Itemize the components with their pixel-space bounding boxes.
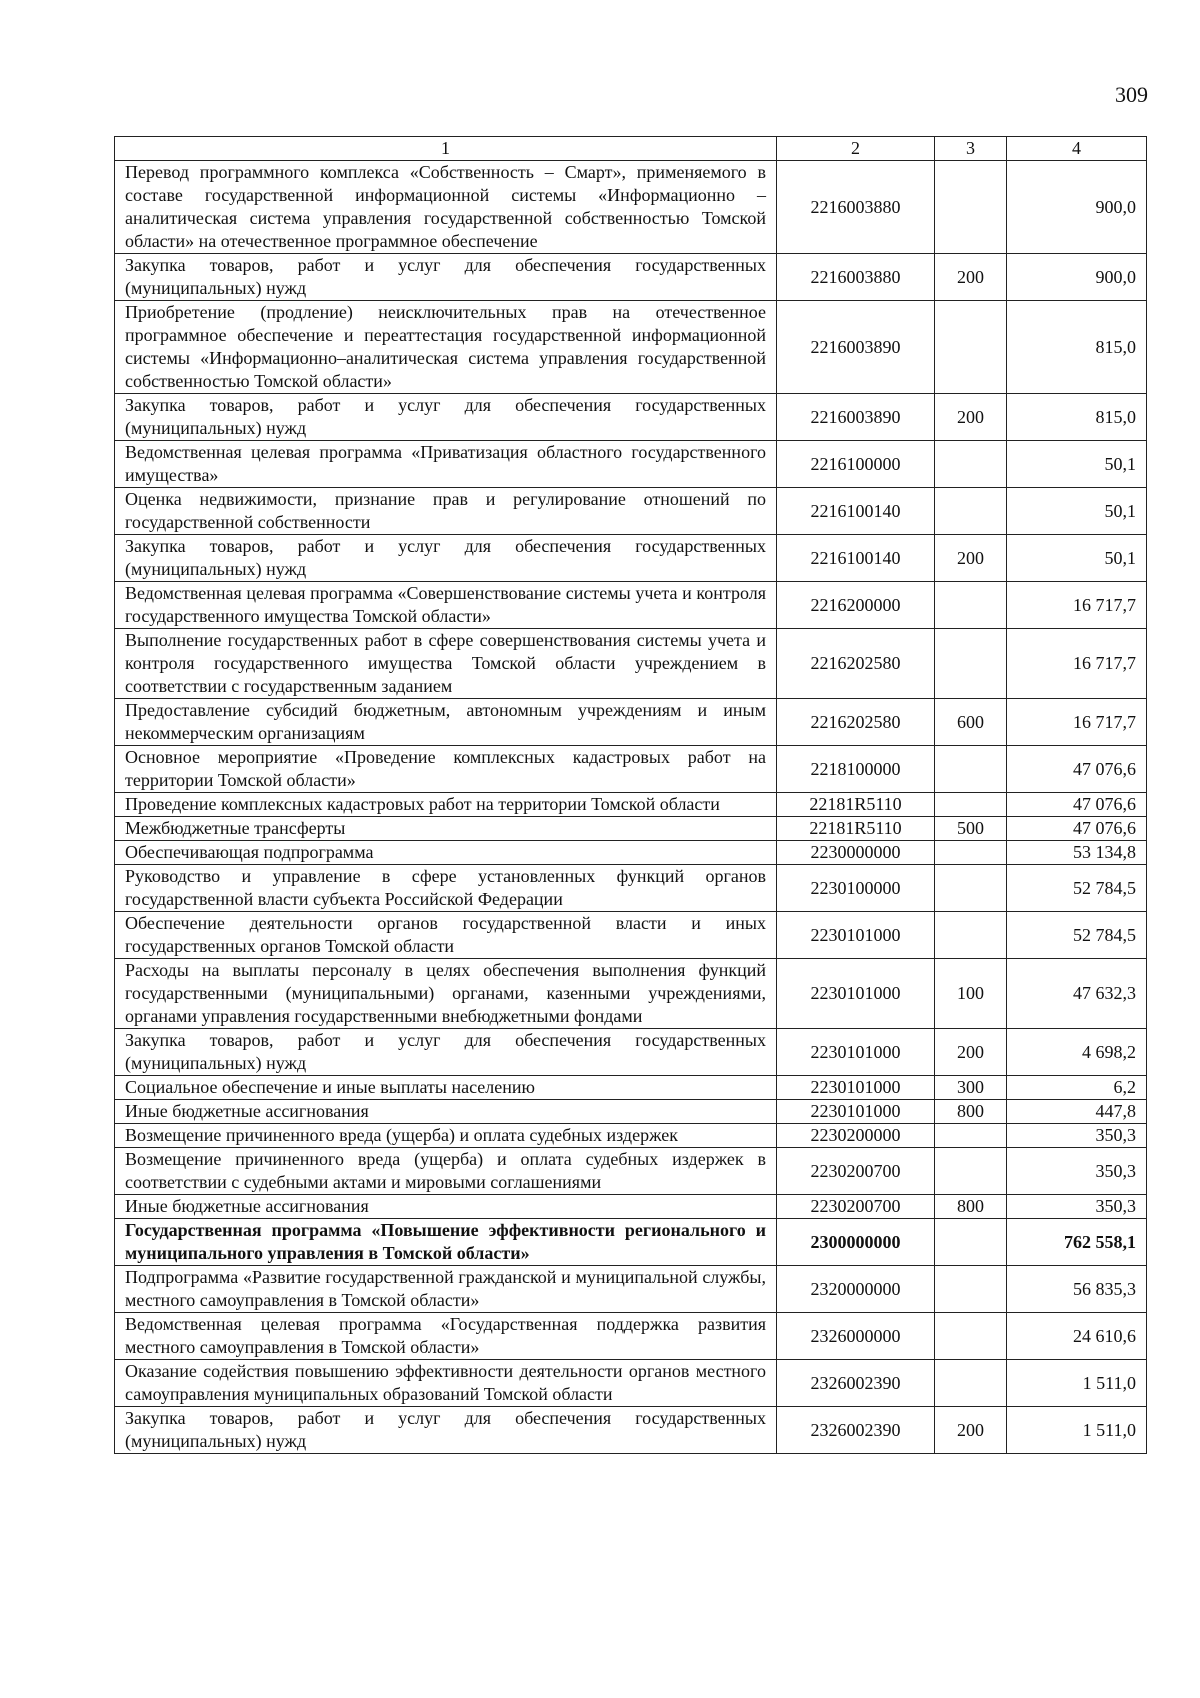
row-sum-cell: 447,8 — [1007, 1100, 1147, 1124]
row-expense-type-cell — [935, 1360, 1007, 1407]
row-sum-cell: 350,3 — [1007, 1124, 1147, 1148]
row-expense-type-cell — [935, 1313, 1007, 1360]
row-name-cell: Социальное обеспечение и иные выплаты населению — [115, 1076, 777, 1100]
row-code-cell: 2230000000 — [777, 841, 935, 865]
row-name-cell: Основное мероприятие «Проведение комплексных кадастровых работ на территории Томской области» — [115, 746, 777, 793]
row-name-cell: Руководство и управление в сфере установленных функций органов государственной власти субъекта Российской Федерации — [115, 865, 777, 912]
row-code-cell: 2320000000 — [777, 1266, 935, 1313]
row-sum-cell: 16 717,7 — [1007, 699, 1147, 746]
row-name-cell: Оценка недвижимости, признание прав и регулирование отношений по государственной собственности — [115, 488, 777, 535]
row-expense-type-cell — [935, 629, 1007, 699]
table-row — [115, 1407, 1147, 1454]
row-code-cell: 2230200700 — [777, 1195, 935, 1219]
table-row — [115, 1100, 1147, 1124]
row-sum-cell: 56 835,3 — [1007, 1266, 1147, 1313]
row-sum-cell: 16 717,7 — [1007, 629, 1147, 699]
table-row — [115, 1313, 1147, 1360]
row-expense-type-cell: 300 — [935, 1076, 1007, 1100]
row-name-cell: Ведомственная целевая программа «Совершенствование системы учета и контроля государственного имущества Томской области» — [115, 582, 777, 629]
row-sum-cell: 350,3 — [1007, 1148, 1147, 1195]
table-row — [115, 1266, 1147, 1313]
table-row — [115, 841, 1147, 865]
row-sum-cell: 16 717,7 — [1007, 582, 1147, 629]
table-row — [115, 254, 1147, 301]
row-sum-cell: 6,2 — [1007, 1076, 1147, 1100]
row-code-cell: 2230100000 — [777, 865, 935, 912]
table-row — [115, 1360, 1147, 1407]
row-code-cell: 2216100140 — [777, 535, 935, 582]
row-sum-cell: 53 134,8 — [1007, 841, 1147, 865]
row-sum-cell: 24 610,6 — [1007, 1313, 1147, 1360]
row-name-cell: Ведомственная целевая программа «Государственная поддержка развития местного самоуправления в Томской области» — [115, 1313, 777, 1360]
row-name-cell: Приобретение (продление) неисключительных прав на отечественное программное обеспечение и переаттестация государственной информационной системы «Информационно–аналитическая система управления государственной собственностью Томской области» — [115, 301, 777, 394]
row-name-cell: Закупка товаров, работ и услуг для обеспечения государственных (муниципальных) нужд — [115, 1407, 777, 1454]
row-code-cell: 22181R5110 — [777, 817, 935, 841]
table-row — [115, 161, 1147, 254]
row-name-cell: Предоставление субсидий бюджетным, автономным учреждениям и иным некоммерческим организациям — [115, 699, 777, 746]
row-code-cell: 2216100140 — [777, 488, 935, 535]
row-code-cell: 2216003880 — [777, 254, 935, 301]
row-sum-cell: 47 076,6 — [1007, 817, 1147, 841]
row-expense-type-cell: 200 — [935, 535, 1007, 582]
row-expense-type-cell — [935, 1124, 1007, 1148]
row-sum-cell: 52 784,5 — [1007, 865, 1147, 912]
row-name-cell: Обеспечивающая подпрограмма — [115, 841, 777, 865]
table-row — [115, 301, 1147, 394]
row-name-cell: Подпрограмма «Развитие государственной гражданской и муниципальной службы, местного самоуправления в Томской области» — [115, 1266, 777, 1313]
row-sum-cell: 815,0 — [1007, 301, 1147, 394]
row-sum-cell: 50,1 — [1007, 441, 1147, 488]
row-expense-type-cell: 200 — [935, 254, 1007, 301]
row-name-cell: Закупка товаров, работ и услуг для обеспечения государственных (муниципальных) нужд — [115, 254, 777, 301]
row-code-cell: 22181R5110 — [777, 793, 935, 817]
row-code-cell: 2216003890 — [777, 301, 935, 394]
table-row — [115, 746, 1147, 793]
budget-table — [114, 136, 1147, 1454]
row-sum-cell: 815,0 — [1007, 394, 1147, 441]
table-body — [115, 161, 1147, 1454]
row-name-cell: Иные бюджетные ассигнования — [115, 1195, 777, 1219]
row-code-cell: 2230200000 — [777, 1124, 935, 1148]
row-code-cell: 2326000000 — [777, 1313, 935, 1360]
row-name-cell: Межбюджетные трансферты — [115, 817, 777, 841]
table-row — [115, 959, 1147, 1029]
row-expense-type-cell — [935, 488, 1007, 535]
row-sum-cell: 350,3 — [1007, 1195, 1147, 1219]
table-row — [115, 1219, 1147, 1266]
row-expense-type-cell: 100 — [935, 959, 1007, 1029]
table-row — [115, 1029, 1147, 1076]
row-name-cell: Государственная программа «Повышение эффективности регионального и муниципального управления в Томской области» — [115, 1219, 777, 1266]
table-row — [115, 1148, 1147, 1195]
row-code-cell: 2326002390 — [777, 1407, 935, 1454]
row-expense-type-cell — [935, 841, 1007, 865]
row-code-cell: 2216100000 — [777, 441, 935, 488]
row-code-cell: 2216003890 — [777, 394, 935, 441]
row-name-cell: Закупка товаров, работ и услуг для обеспечения государственных (муниципальных) нужд — [115, 394, 777, 441]
row-sum-cell: 52 784,5 — [1007, 912, 1147, 959]
row-code-cell: 2216202580 — [777, 629, 935, 699]
row-sum-cell: 1 511,0 — [1007, 1360, 1147, 1407]
row-code-cell: 2300000000 — [777, 1219, 935, 1266]
row-code-cell: 2326002390 — [777, 1360, 935, 1407]
row-code-cell: 2216202580 — [777, 699, 935, 746]
row-name-cell: Закупка товаров, работ и услуг для обеспечения государственных (муниципальных) нужд — [115, 1029, 777, 1076]
row-expense-type-cell — [935, 161, 1007, 254]
row-code-cell: 2230101000 — [777, 912, 935, 959]
row-code-cell: 2216200000 — [777, 582, 935, 629]
table-row — [115, 699, 1147, 746]
table-row — [115, 441, 1147, 488]
row-name-cell: Проведение комплексных кадастровых работ на территории Томской области — [115, 793, 777, 817]
row-expense-type-cell: 800 — [935, 1100, 1007, 1124]
row-sum-cell: 47 076,6 — [1007, 746, 1147, 793]
row-expense-type-cell — [935, 1266, 1007, 1313]
table-row — [115, 394, 1147, 441]
table-row — [115, 535, 1147, 582]
row-code-cell: 2230200700 — [777, 1148, 935, 1195]
header-col-3: 3 — [935, 137, 1007, 161]
header-col-4: 4 — [1007, 137, 1147, 161]
row-expense-type-cell: 200 — [935, 1029, 1007, 1076]
table-row — [115, 1195, 1147, 1219]
row-name-cell: Выполнение государственных работ в сфере совершенствования системы учета и контроля государственного имущества Томской области учреждением в соответствии с государственным заданием — [115, 629, 777, 699]
header-col-1: 1 — [115, 137, 777, 161]
row-sum-cell: 50,1 — [1007, 535, 1147, 582]
row-name-cell: Возмещение причиненного вреда (ущерба) и оплата судебных издержек в соответствии с судебными актами и мировыми соглашениями — [115, 1148, 777, 1195]
row-sum-cell: 900,0 — [1007, 254, 1147, 301]
row-sum-cell: 900,0 — [1007, 161, 1147, 254]
header-col-2: 2 — [777, 137, 935, 161]
row-expense-type-cell — [935, 301, 1007, 394]
header-row — [115, 137, 1147, 161]
row-sum-cell: 47 076,6 — [1007, 793, 1147, 817]
table-row — [115, 817, 1147, 841]
table-row — [115, 912, 1147, 959]
row-sum-cell: 4 698,2 — [1007, 1029, 1147, 1076]
row-expense-type-cell: 500 — [935, 817, 1007, 841]
row-name-cell: Иные бюджетные ассигнования — [115, 1100, 777, 1124]
row-expense-type-cell — [935, 865, 1007, 912]
row-code-cell: 2230101000 — [777, 959, 935, 1029]
row-expense-type-cell — [935, 912, 1007, 959]
row-code-cell: 2230101000 — [777, 1029, 935, 1076]
table-row — [115, 793, 1147, 817]
row-expense-type-cell — [935, 793, 1007, 817]
row-code-cell: 2218100000 — [777, 746, 935, 793]
row-sum-cell: 47 632,3 — [1007, 959, 1147, 1029]
row-expense-type-cell: 200 — [935, 394, 1007, 441]
row-name-cell: Закупка товаров, работ и услуг для обеспечения государственных (муниципальных) нужд — [115, 535, 777, 582]
row-expense-type-cell: 800 — [935, 1195, 1007, 1219]
row-code-cell: 2230101000 — [777, 1100, 935, 1124]
row-expense-type-cell — [935, 582, 1007, 629]
row-expense-type-cell — [935, 1148, 1007, 1195]
row-name-cell: Обеспечение деятельности органов государственной власти и иных государственных органов Томской области — [115, 912, 777, 959]
table-row — [115, 865, 1147, 912]
row-name-cell: Возмещение причиненного вреда (ущерба) и оплата судебных издержек — [115, 1124, 777, 1148]
table-row — [115, 629, 1147, 699]
row-code-cell: 2230101000 — [777, 1076, 935, 1100]
table-row — [115, 1124, 1147, 1148]
row-expense-type-cell: 200 — [935, 1407, 1007, 1454]
row-expense-type-cell — [935, 441, 1007, 488]
row-sum-cell: 762 558,1 — [1007, 1219, 1147, 1266]
table-row — [115, 1076, 1147, 1100]
row-name-cell: Ведомственная целевая программа «Приватизация областного государственного имущества» — [115, 441, 777, 488]
row-name-cell: Расходы на выплаты персоналу в целях обеспечения выполнения функций государственными (муниципальными) органами, казенными учреждениями, органами управления государственными внебюджетными фондами — [115, 959, 777, 1029]
row-expense-type-cell — [935, 746, 1007, 793]
row-name-cell: Перевод программного комплекса «Собственность – Смарт», применяемого в составе государственной информационной системы «Информационно – аналитическая система управления государственной собственностью Томской области» на отечественное программное обеспечение — [115, 161, 777, 254]
row-name-cell: Оказание содействия повышению эффективности деятельности органов местного самоуправления муниципальных образований Томской области — [115, 1360, 777, 1407]
row-sum-cell: 50,1 — [1007, 488, 1147, 535]
row-expense-type-cell — [935, 1219, 1007, 1266]
page-number: 309 — [1115, 82, 1148, 107]
row-code-cell: 2216003880 — [777, 161, 935, 254]
table-row — [115, 582, 1147, 629]
row-expense-type-cell: 600 — [935, 699, 1007, 746]
table-row — [115, 488, 1147, 535]
row-sum-cell: 1 511,0 — [1007, 1407, 1147, 1454]
